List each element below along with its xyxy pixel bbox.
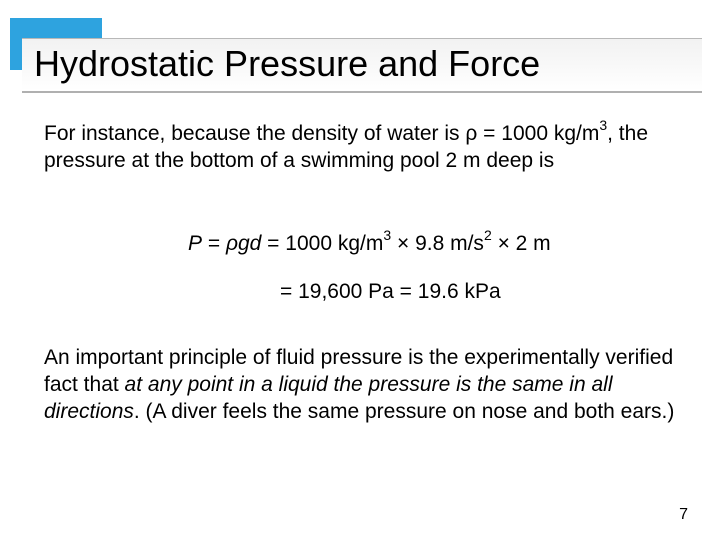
pressure-result: = 19,600 Pa = 19.6 kPa [280,280,501,303]
title-underline [22,91,702,93]
pressure-symbol: P [188,232,203,255]
pressure-equation [188,227,551,257]
equation-density: = 1000 kg/m [261,232,384,255]
rho-symbol: ρ [465,122,478,145]
principle-text-1: An important principle of fluid pressure is the experimentally verified fact that [44,346,674,396]
intro-paragraph [44,117,694,174]
equation-gd: gd [237,232,262,255]
principle-text-2: . (A diver feels the same pressure on nose and both ears.) [133,400,675,423]
equation-gravity: × 9.8 m/s [391,232,484,255]
intro-text-1: For instance, because the density of water is [44,122,466,145]
equation-exp-2: 2 [483,227,492,243]
principle-paragraph [44,344,694,425]
equation-depth: × 2 m [491,232,551,255]
principle-italic: at any point in a liquid the pressure is the same in all directions [44,373,613,423]
intro-text-2: = 1000 kg/m [477,122,600,145]
equation-equals: = [202,232,226,255]
slide-number: 7 [679,506,688,523]
slide-title: Hydrostatic Pressure and Force [34,43,541,84]
equation-exp-3: 3 [383,227,392,243]
equation-rho: ρ [225,232,238,255]
cubed-exponent: 3 [599,117,608,133]
intro-text-3: , the pressure at the bottom of a swimming pool 2 m deep is [44,122,649,172]
